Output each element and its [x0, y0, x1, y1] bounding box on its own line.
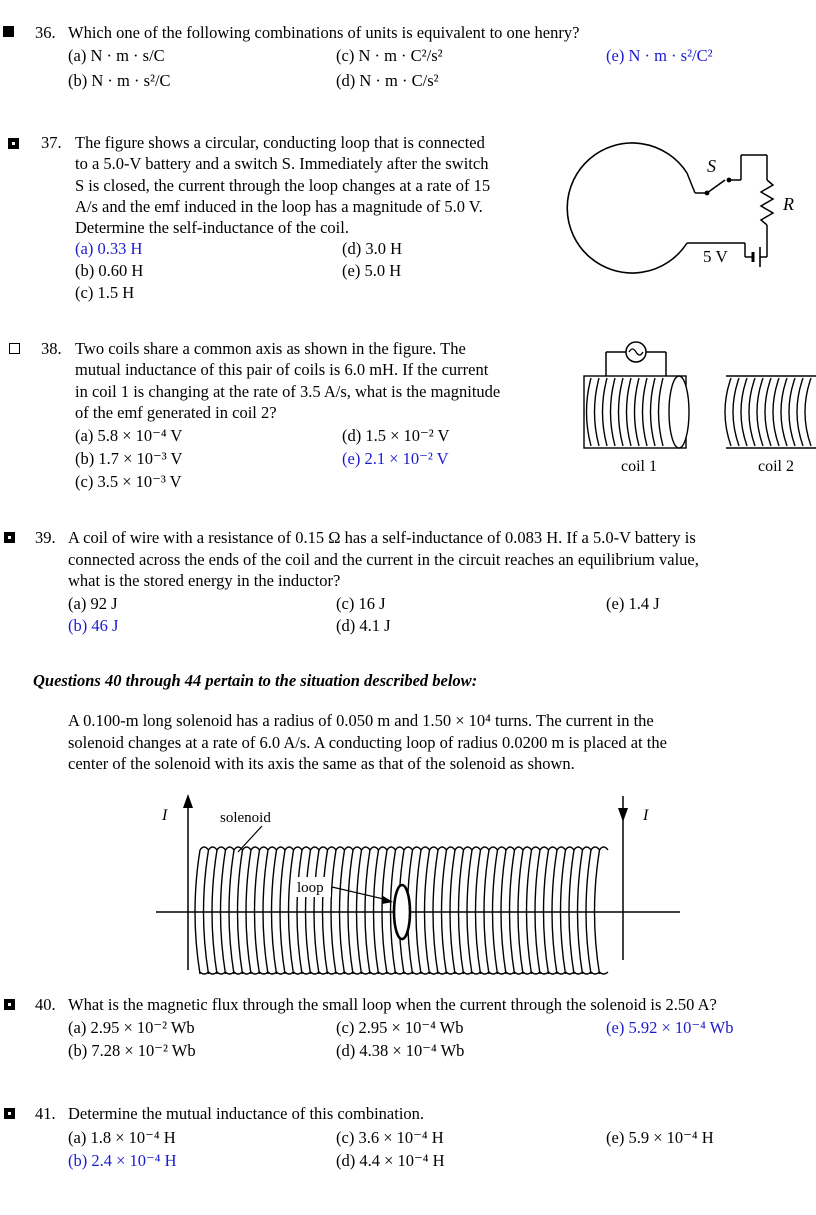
q39-number: 39.: [35, 528, 56, 547]
q39-option-c: (c) 16 J: [336, 594, 386, 613]
q41-option-c: (c) 3.6 × 10⁻⁴ H: [336, 1128, 444, 1147]
q37-option-c: (c) 1.5 H: [75, 283, 135, 302]
q38-option-e-answer: (e) 2.1 × 10⁻² V: [342, 449, 449, 468]
solenoid-turn-top: [387, 847, 396, 850]
solenoid-turn-bottom: [404, 972, 413, 974]
section-line-1: A 0.100-m long solenoid has a radius of 0.050 m and 1.50 × 10⁴ turns. The current in the: [68, 711, 654, 730]
q36-option-d: (d) N · m · C/s²: [336, 71, 439, 90]
solenoid-turn-top: [413, 847, 422, 850]
q38-line-4: of the emf generated in coil 2?: [75, 403, 277, 422]
difficulty-marker-dotted: [4, 999, 15, 1010]
q38-option-a: (a) 5.8 × 10⁻⁴ V: [75, 426, 183, 445]
q40-option-c: (c) 2.95 × 10⁻⁴ Wb: [336, 1018, 464, 1037]
solenoid-turn-bottom: [234, 972, 243, 974]
solenoid-turn-top: [498, 847, 507, 850]
q38-coils-figure: [576, 338, 816, 478]
solenoid-turn-bottom: [243, 972, 252, 974]
solenoid-turn-top: [345, 847, 354, 850]
difficulty-marker-filled: [3, 26, 14, 37]
solenoid-turn-bottom: [277, 972, 286, 974]
solenoid-turn-top: [515, 847, 524, 850]
solenoid-turn-top: [481, 847, 490, 850]
q41-option-b-answer: (b) 2.4 × 10⁻⁴ H: [68, 1151, 177, 1170]
solenoid-turn-bottom: [251, 972, 260, 974]
solenoid-turn-bottom: [549, 972, 558, 974]
solenoid-turn-top: [532, 847, 541, 850]
solenoid-turn-bottom: [328, 972, 337, 974]
solenoid-turn-top: [438, 847, 447, 850]
q39-option-d: (d) 4.1 J: [336, 616, 391, 635]
difficulty-marker-empty: [9, 343, 20, 354]
solenoid-turn-bottom: [506, 972, 515, 974]
solenoid-turn-top: [353, 847, 362, 850]
solenoid-turn-top: [209, 847, 218, 850]
q36-option-c: (c) N · m · C²/s²: [336, 46, 443, 65]
solenoid-turn-bottom: [200, 972, 209, 974]
solenoid-turn-bottom: [532, 972, 541, 974]
solenoid-turn-bottom: [515, 972, 524, 974]
q38-fig-coil2-label: coil 2: [758, 458, 794, 475]
solenoid-turn-top: [464, 847, 473, 850]
solenoid-turn-top: [294, 847, 303, 850]
q40-question: What is the magnetic flux through the small loop when the current through the solenoid is 2.50 A?: [68, 995, 717, 1014]
q37-line-5: Determine the self-inductance of the coil.: [75, 218, 349, 237]
solenoid-turn-bottom: [489, 972, 498, 974]
q38-line-1: Two coils share a common axis as shown in the figure. The: [75, 339, 466, 358]
section-heading: Questions 40 through 44 pertain to the situation described below:: [33, 671, 478, 690]
solenoid-turn-bottom: [574, 972, 583, 974]
solenoid-label: solenoid: [220, 810, 271, 826]
q38-option-b: (b) 1.7 × 10⁻³ V: [75, 449, 183, 468]
q37-line-4: A/s and the emf induced in the loop has a magnitude of 5.0 V.: [75, 197, 483, 216]
solenoid-turn-top: [396, 847, 405, 850]
solenoid-turn-top: [336, 847, 345, 850]
solenoid-turn-top: [243, 847, 252, 850]
q37-option-b: (b) 0.60 H: [75, 261, 144, 280]
q40-option-d: (d) 4.38 × 10⁻⁴ Wb: [336, 1041, 465, 1060]
q37-option-a-answer: (a) 0.33 H: [75, 239, 143, 258]
solenoid-turn-bottom: [294, 972, 303, 974]
solenoid-turn-bottom: [583, 972, 592, 974]
section-line-3: center of the solenoid with its axis the same as that of the solenoid as shown.: [68, 754, 575, 773]
q41-option-d: (d) 4.4 × 10⁻⁴ H: [336, 1151, 445, 1170]
solenoid-turn-bottom: [447, 972, 456, 974]
solenoid-turn-bottom: [353, 972, 362, 974]
solenoid-turn-top: [234, 847, 243, 850]
q38-option-c: (c) 3.5 × 10⁻³ V: [75, 472, 182, 491]
solenoid-turn-top: [311, 847, 320, 850]
current-label-right: I: [643, 807, 649, 824]
solenoid-turn-bottom: [498, 972, 507, 974]
q39-option-a: (a) 92 J: [68, 594, 118, 613]
solenoid-turn-top: [226, 847, 235, 850]
q37-circuit-figure: [555, 130, 815, 280]
solenoid-turn-top: [404, 847, 413, 850]
loop-label: loop: [297, 880, 324, 896]
solenoid-turn-bottom: [481, 972, 490, 974]
q41-number: 41.: [35, 1104, 56, 1123]
solenoid-turn-top: [200, 847, 209, 850]
difficulty-marker-dotted: [4, 532, 15, 543]
solenoid-turn-top: [268, 847, 277, 850]
solenoid-turn-bottom: [226, 972, 235, 974]
solenoid-turn-top: [277, 847, 286, 850]
q41-option-e: (e) 5.9 × 10⁻⁴ H: [606, 1128, 714, 1147]
solenoid-turn-bottom: [209, 972, 218, 974]
q41-question: Determine the mutual inductance of this combination.: [68, 1104, 425, 1123]
q36-question: Which one of the following combinations of units is equivalent to one henry?: [68, 23, 580, 42]
solenoid-turn-bottom: [566, 972, 575, 974]
q37-fig-resistor-label: R: [783, 194, 794, 214]
solenoid-turn-top: [549, 847, 558, 850]
solenoid-turn-bottom: [217, 972, 226, 974]
q37-fig-switch-label: S: [707, 156, 716, 176]
section-line-2: solenoid changes at a rate of 6.0 A/s. A conducting loop of radius 0.0200 m is placed at the: [68, 733, 667, 752]
q38-line-2: mutual inductance of this pair of coils is 6.0 mH. If the current: [75, 360, 489, 379]
q39-line-2: connected across the ends of the coil and the current in the circuit reaches an equilibrium value,: [68, 550, 699, 569]
q37-number: 37.: [41, 133, 62, 152]
conducting-loop: [394, 885, 410, 939]
solenoid-turn-bottom: [302, 972, 311, 974]
solenoid-turn-bottom: [438, 972, 447, 974]
q39-line-3: what is the stored energy in the inductor?: [68, 571, 341, 590]
solenoid-turn-bottom: [455, 972, 464, 974]
solenoid-turn-top: [447, 847, 456, 850]
solenoid-turn-top: [600, 847, 609, 850]
solenoid-turn-top: [362, 847, 371, 850]
solenoid-turn-top: [591, 847, 600, 850]
solenoid-turn-top: [523, 847, 532, 850]
solenoid-figure: [150, 790, 710, 975]
solenoid-turn-top: [455, 847, 464, 850]
solenoid-turn-bottom: [430, 972, 439, 974]
q36-option-a: (a) N · m · s/C: [68, 46, 165, 65]
solenoid-turn-top: [557, 847, 566, 850]
q40-option-b: (b) 7.28 × 10⁻² Wb: [68, 1041, 196, 1060]
q40-option-e-answer: (e) 5.92 × 10⁻⁴ Wb: [606, 1018, 734, 1037]
solenoid-turn-bottom: [336, 972, 345, 974]
q38-fig-coil1-label: coil 1: [621, 458, 657, 475]
solenoid-turn-bottom: [268, 972, 277, 974]
solenoid-turn-top: [506, 847, 515, 850]
solenoid-turn-bottom: [591, 972, 600, 974]
q39-option-e: (e) 1.4 J: [606, 594, 660, 613]
solenoid-turn-bottom: [311, 972, 320, 974]
solenoid-turn-top: [217, 847, 226, 850]
q37-option-e: (e) 5.0 H: [342, 261, 402, 280]
solenoid-turn-top: [566, 847, 575, 850]
solenoid-turn-top: [583, 847, 592, 850]
solenoid-turn-bottom: [260, 972, 269, 974]
solenoid-turn-bottom: [600, 972, 609, 974]
q39-option-b-answer: (b) 46 J: [68, 616, 119, 635]
solenoid-turn-top: [302, 847, 311, 850]
q38-line-3: in coil 1 is changing at the rate of 3.5 A/s, what is the magnitude: [75, 382, 501, 401]
q37-line-1: The figure shows a circular, conducting loop that is connected: [75, 133, 485, 152]
solenoid-turn-bottom: [413, 972, 422, 974]
solenoid-turn-bottom: [387, 972, 396, 974]
solenoid-turn-top: [540, 847, 549, 850]
solenoid-turn-bottom: [540, 972, 549, 974]
current-label-left: I: [162, 807, 168, 824]
solenoid-turn-top: [421, 847, 430, 850]
q40-number: 40.: [35, 995, 56, 1014]
solenoid-turn-bottom: [472, 972, 481, 974]
q36-option-e-answer: (e) N · m · s²/C²: [606, 46, 713, 65]
solenoid-turn-top: [430, 847, 439, 850]
difficulty-marker-dotted: [4, 1108, 15, 1119]
solenoid-turn-top: [574, 847, 583, 850]
solenoid-turn-bottom: [421, 972, 430, 974]
solenoid-turn-bottom: [285, 972, 294, 974]
q37-fig-battery-label: 5 V: [703, 247, 728, 266]
q40-option-a: (a) 2.95 × 10⁻² Wb: [68, 1018, 195, 1037]
solenoid-turn-bottom: [464, 972, 473, 974]
solenoid-turn-top: [379, 847, 388, 850]
q36-number: 36.: [35, 23, 56, 42]
q38-number: 38.: [41, 339, 62, 358]
solenoid-turn-bottom: [345, 972, 354, 974]
solenoid-turn-bottom: [319, 972, 328, 974]
q41-option-a: (a) 1.8 × 10⁻⁴ H: [68, 1128, 176, 1147]
q38-option-d: (d) 1.5 × 10⁻² V: [342, 426, 450, 445]
q36-option-b: (b) N · m · s²/C: [68, 71, 171, 90]
solenoid-turn-top: [251, 847, 260, 850]
q37-line-2: to a 5.0-V battery and a switch S. Immediately after the switch: [75, 154, 489, 173]
solenoid-turn-top: [319, 847, 328, 850]
solenoid-turn-top: [285, 847, 294, 850]
solenoid-turn-top: [489, 847, 498, 850]
solenoid-turn-bottom: [362, 972, 371, 974]
solenoid-turn-top: [370, 847, 379, 850]
solenoid-turn-bottom: [557, 972, 566, 974]
solenoid-turn-top: [328, 847, 337, 850]
q39-line-1: A coil of wire with a resistance of 0.15 Ω has a self-inductance of 0.083 H. If a 5.0-V battery is: [68, 528, 696, 547]
solenoid-turn-bottom: [523, 972, 532, 974]
solenoid-turn-top: [260, 847, 269, 850]
solenoid-turn-bottom: [396, 972, 405, 974]
solenoid-turn-bottom: [379, 972, 388, 974]
solenoid-turn-top: [472, 847, 481, 850]
solenoid-turn-bottom: [370, 972, 379, 974]
q37-line-3: S is closed, the current through the loop changes at a rate of 15: [75, 176, 491, 195]
difficulty-marker-dotted: [8, 138, 19, 149]
q37-option-d: (d) 3.0 H: [342, 239, 403, 258]
